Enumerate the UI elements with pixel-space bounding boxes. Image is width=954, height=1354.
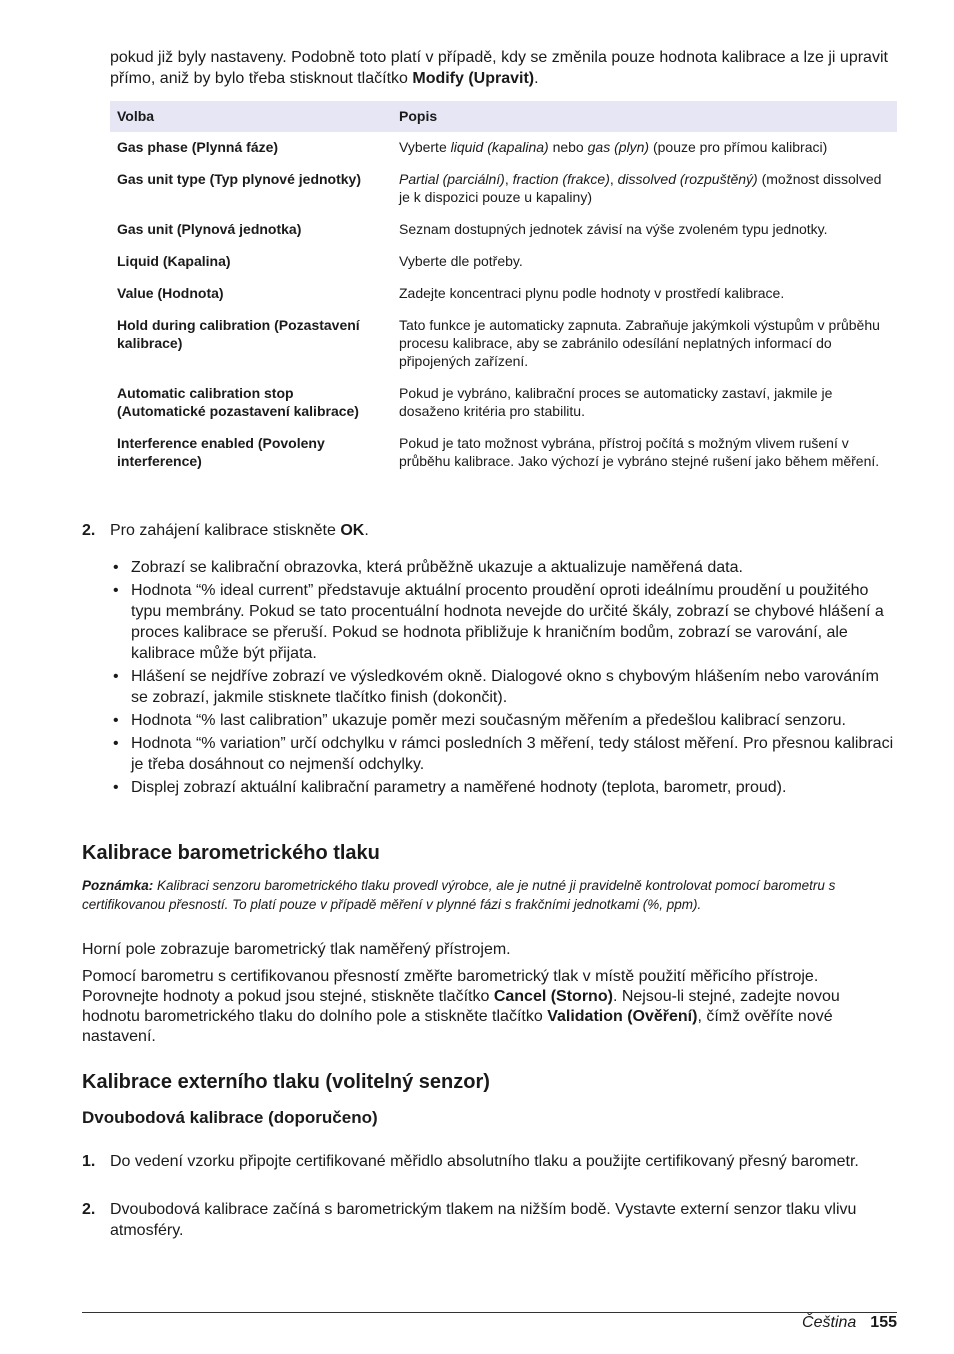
calibration-info-list: [110, 557, 900, 800]
table-row: [110, 310, 897, 378]
option-cell: Gas unit type (Typ plynové jednotky): [117, 171, 361, 187]
subsection-title-two-point: Dvoubodová kalibrace (doporučeno): [82, 1108, 378, 1127]
list-item: • Hodnota “% last calibration” ukazuje poměr mezi současným měřením a předešlou kalibrací senzoru.: [113, 712, 846, 729]
list-item: • Hlášení se nejdříve zobrazí ve výsledkovém okně. Dialogové okno s chybovým hlášením nebo varováním se zobrazí, jakmile stisknete tlačítko finish (dokončit).: [113, 668, 879, 706]
table-row: [110, 246, 897, 278]
header-description: Popis: [392, 101, 897, 132]
description-cell: Zadejte koncentraci plynu podle hodnoty v prostředí kalibrace.: [399, 285, 785, 301]
option-cell: Gas phase (Plynná fáze): [117, 139, 279, 155]
option-cell: Hold during calibration (Pozastavení kalibrace): [117, 317, 360, 351]
section-title-barometric: Kalibrace barometrického tlaku: [82, 842, 380, 864]
option-cell: Interference enabled (Povoleny interference): [117, 435, 325, 469]
description-cell: Vyberte dle potřeby.: [399, 253, 523, 269]
option-cell: Automatic calibration stop (Automatické pozastavení kalibrace): [117, 385, 359, 419]
description-cell: Tato funkce je automaticky zapnuta. Zabraňuje jakýmkoli výstupům v průběhu procesu kalibrace, aby se zabránilo odesílání neplatných informací do připojených zařízení.: [399, 317, 880, 369]
options-table: [110, 101, 897, 478]
description-cell: Pokud je tato možnost vybrána, přístroj počítá s možným vlivem rušení v průběhu kalibrace. Jako výchozí je vybráno stejné rušení jako během měření.: [399, 435, 880, 469]
paragraph-barometer-procedure: Pomocí barometru s certifikovanou přesností změřte barometrický tlak v místě použití měřicího přístroje. Porovnejte hodnoty a pokud jsou stejné, stiskněte tlačítko Cancel (Storno). Nejsou-li stejné, zadejte novou hodnotu barometrického tlaku do dolního pole a stiskněte tlačítko Validation (Ověření), čímž ověříte nové nastavení.: [82, 968, 840, 1045]
step-2-two-point: 2. Dvoubodová kalibrace začíná s barometrickým tlakem na nižším bodě. Vystavte externí senzor tlaku vlivu atmosféry.: [82, 1201, 857, 1239]
table-header-row: [110, 101, 897, 132]
description-cell: Seznam dostupných jednotek závisí na výše zvoleném typu jednotky.: [399, 221, 828, 237]
step-1-connect-gauge: 1. Do vedení vzorku připojte certifikované měřidlo absolutního tlaku a použijte certifikovaný přesný barometr.: [82, 1153, 859, 1170]
section-title-external-pressure: Kalibrace externího tlaku (volitelný senzor): [82, 1071, 490, 1093]
list-item: • Zobrazí se kalibrační obrazovka, která průběžně ukazuje a aktualizuje naměřená data.: [113, 559, 743, 576]
description-cell: Pokud je vybráno, kalibrační proces se automaticky zastaví, jakmile je dosaženo kritéria pro stabilitu.: [399, 385, 833, 419]
option-cell: Liquid (Kapalina): [117, 253, 231, 269]
page-footer: [802, 1313, 897, 1333]
table-row: [110, 214, 897, 246]
list-item: • Hodnota “% ideal current” představuje aktuální procento proudění oproti ideálnímu proudění u použitého typu membrány. Pokud se tato procentuální hodnota nevejde do určité škály, zobrazí se chybové hlášení a proces kalibrace se přeruší. Pokud se hodnota přibližuje k hraničním bodům, zobrazí se varování, ale kalibrace může být přijata.: [113, 582, 884, 662]
description-cell: Vyberte liquid (kapalina) nebo gas (plyn) (pouze pro přímou kalibraci): [399, 139, 828, 155]
header-option: Volba: [110, 101, 392, 132]
paragraph-upper-field: Horní pole zobrazuje barometrický tlak naměřený přístrojem.: [82, 941, 511, 958]
step-2-start-calibration: 2. Pro zahájení kalibrace stiskněte OK.: [82, 522, 369, 539]
list-item: • Displej zobrazí aktuální kalibrační parametry a naměřené hodnoty (teplota, barometr, proud).: [113, 779, 787, 796]
table-row: [110, 278, 897, 310]
note-paragraph: Poznámka: Kalibraci senzoru barometrického tlaku provedl výrobce, ale je nutné ji pravidelně kontrolovat pomocí barometru s certifikovanou přesností. To platí pouze v případě měření v plynné fázi s frakčními jednotkami (%, ppm).: [82, 878, 836, 912]
table-row: [110, 428, 897, 478]
footer-divider: [82, 1312, 897, 1313]
option-cell: Value (Hodnota): [117, 285, 224, 301]
list-item: • Hodnota “% variation” určí odchylku v rámci posledních 3 měření, tedy stálost měření. Pro přesnou kalibraci je třeba dosáhnout co nejmenší odchylky.: [113, 735, 894, 773]
footer-language: Čeština: [802, 1314, 857, 1331]
page-number: 155: [870, 1314, 897, 1331]
table-row: [110, 164, 897, 214]
option-cell: Gas unit (Plynová jednotka): [117, 221, 302, 237]
table-row: [110, 378, 897, 428]
intro-paragraph: pokud již byly nastaveny. Podobně toto platí v případě, kdy se změnila pouze hodnota kalibrace a lze ji upravit přímo, aniž by bylo třeba stisknout tlačítko Modify (Upravit).: [110, 49, 888, 87]
description-cell: Partial (parciální), fraction (frakce), dissolved (rozpuštěný) (možnost dissolved je k dispozici pouze u kapaliny): [399, 171, 882, 205]
table-row: [110, 132, 897, 164]
